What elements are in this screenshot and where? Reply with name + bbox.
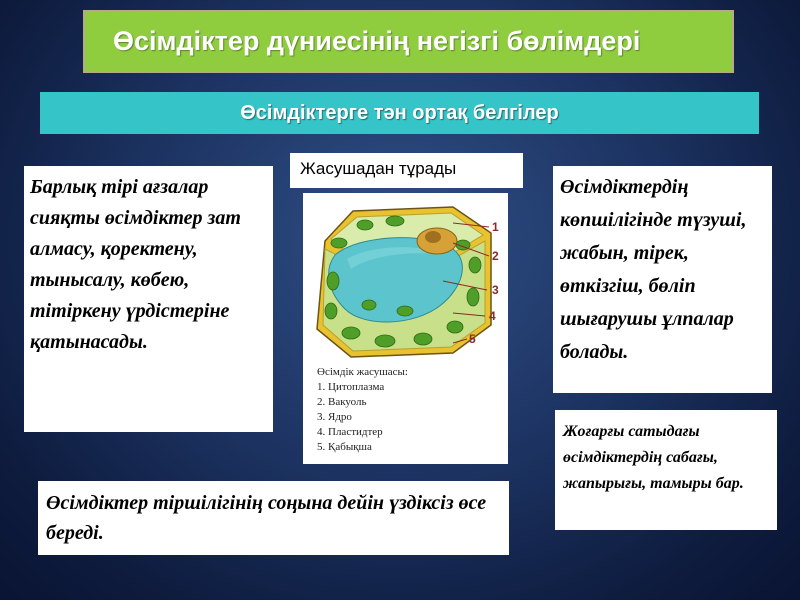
card-organs: Жоғарғы сатыдағы өсімдіктердің сабағы, жапырығы, тамыры бар.	[555, 410, 777, 530]
page-title: Өсімдіктер дүниесінің негізгі бөлімдері	[113, 26, 641, 56]
legend-item: 1. Цитоплазма	[317, 381, 385, 393]
card-growth: Өсімдіктер тіршілігінің соңына дейін үздіксіз өсе береді.	[38, 481, 509, 555]
callout-3: 3	[492, 283, 499, 297]
callout-4: 4	[489, 309, 496, 323]
legend-title: Өсімдік жасушасы:	[317, 366, 408, 378]
plant-cell-figure	[303, 193, 508, 464]
title-box	[83, 10, 734, 73]
figure-legend	[317, 365, 408, 455]
callout-2: 2	[492, 249, 499, 263]
subtitle-box	[40, 92, 759, 134]
legend-item: 4. Пластидтер	[317, 426, 383, 438]
legend-item: 2. Вакуоль	[317, 396, 367, 408]
legend-item: 3. Ядро	[317, 411, 352, 423]
callout-5: 5	[469, 332, 476, 346]
card-metabolism: Барлық тірі ағзалар сияқты өсімдіктер зат алмасу, қоректену, тынысалу, көбею, тітіркену үрдістеріне қатынасады.	[24, 166, 273, 432]
nucleolus	[425, 231, 441, 243]
cell-label: Жасушадан тұрады	[290, 153, 523, 188]
page-subtitle: Өсімдіктерге тән ортақ белгілер	[240, 101, 559, 124]
callout-1: 1	[492, 220, 499, 234]
card-tissues: Өсімдіктердің көпшілігінде түзуші, жабын, тірек, өткізгіш, бөліп шығарушы ұлпалар болады.	[553, 166, 772, 393]
legend-item: 5. Қабықша	[317, 441, 372, 453]
